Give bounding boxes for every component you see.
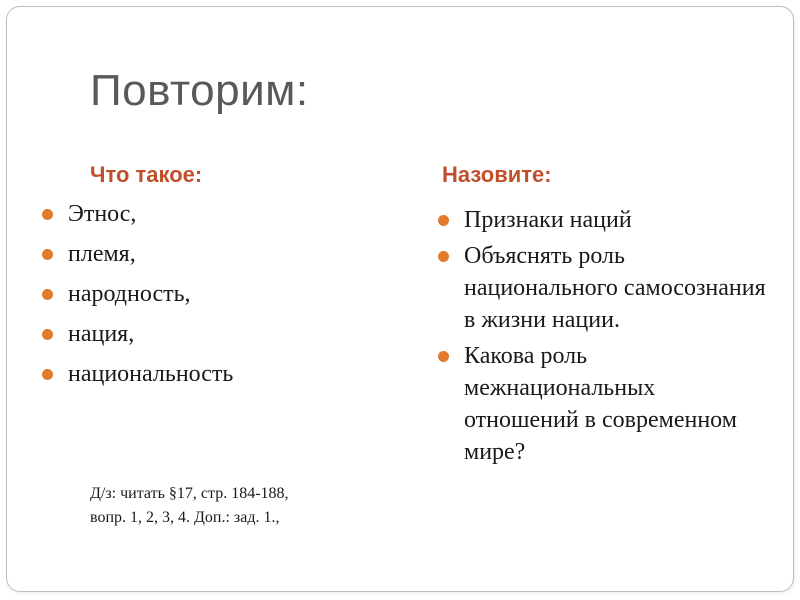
list-item-text: Объяснять роль национального самосознания в жизни нации. (464, 243, 766, 333)
left-bullet-list (42, 198, 372, 398)
bullet-dot-icon (438, 215, 449, 226)
list-item-text: Признаки наций (464, 207, 632, 233)
list-item-text: Какова роль межнациональных отношений в современном мире? (464, 343, 737, 465)
list-item (42, 318, 372, 358)
list-item-text: Этнос, (68, 201, 137, 227)
list-item (42, 238, 372, 278)
right-bullet-list (438, 204, 768, 472)
homework-note (90, 482, 390, 530)
left-column-heading: Что такое: (90, 162, 203, 187)
slide-title: Повторим: (90, 66, 309, 115)
list-item-text: народность, (68, 281, 191, 307)
list-item (42, 358, 372, 398)
list-item (42, 198, 372, 238)
bullet-dot-icon (438, 351, 449, 362)
list-item-text: племя, (68, 241, 136, 267)
bullet-dot-icon (438, 251, 449, 262)
list-item (438, 240, 768, 336)
list-item (438, 204, 768, 236)
list-item (42, 278, 372, 318)
list-item-text: нация, (68, 321, 135, 347)
homework-line: вопр. 1, 2, 3, 4. Доп.: зад. 1., (90, 509, 280, 526)
list-item-text: национальность (68, 361, 234, 387)
bullet-dot-icon (42, 289, 53, 300)
list-item (438, 340, 768, 468)
bullet-dot-icon (42, 249, 53, 260)
bullet-dot-icon (42, 329, 53, 340)
homework-line: Д/з: читать §17, стр. 184-188, (90, 485, 289, 502)
bullet-dot-icon (42, 369, 53, 380)
right-column-heading: Назовите: (442, 162, 552, 187)
bullet-dot-icon (42, 209, 53, 220)
